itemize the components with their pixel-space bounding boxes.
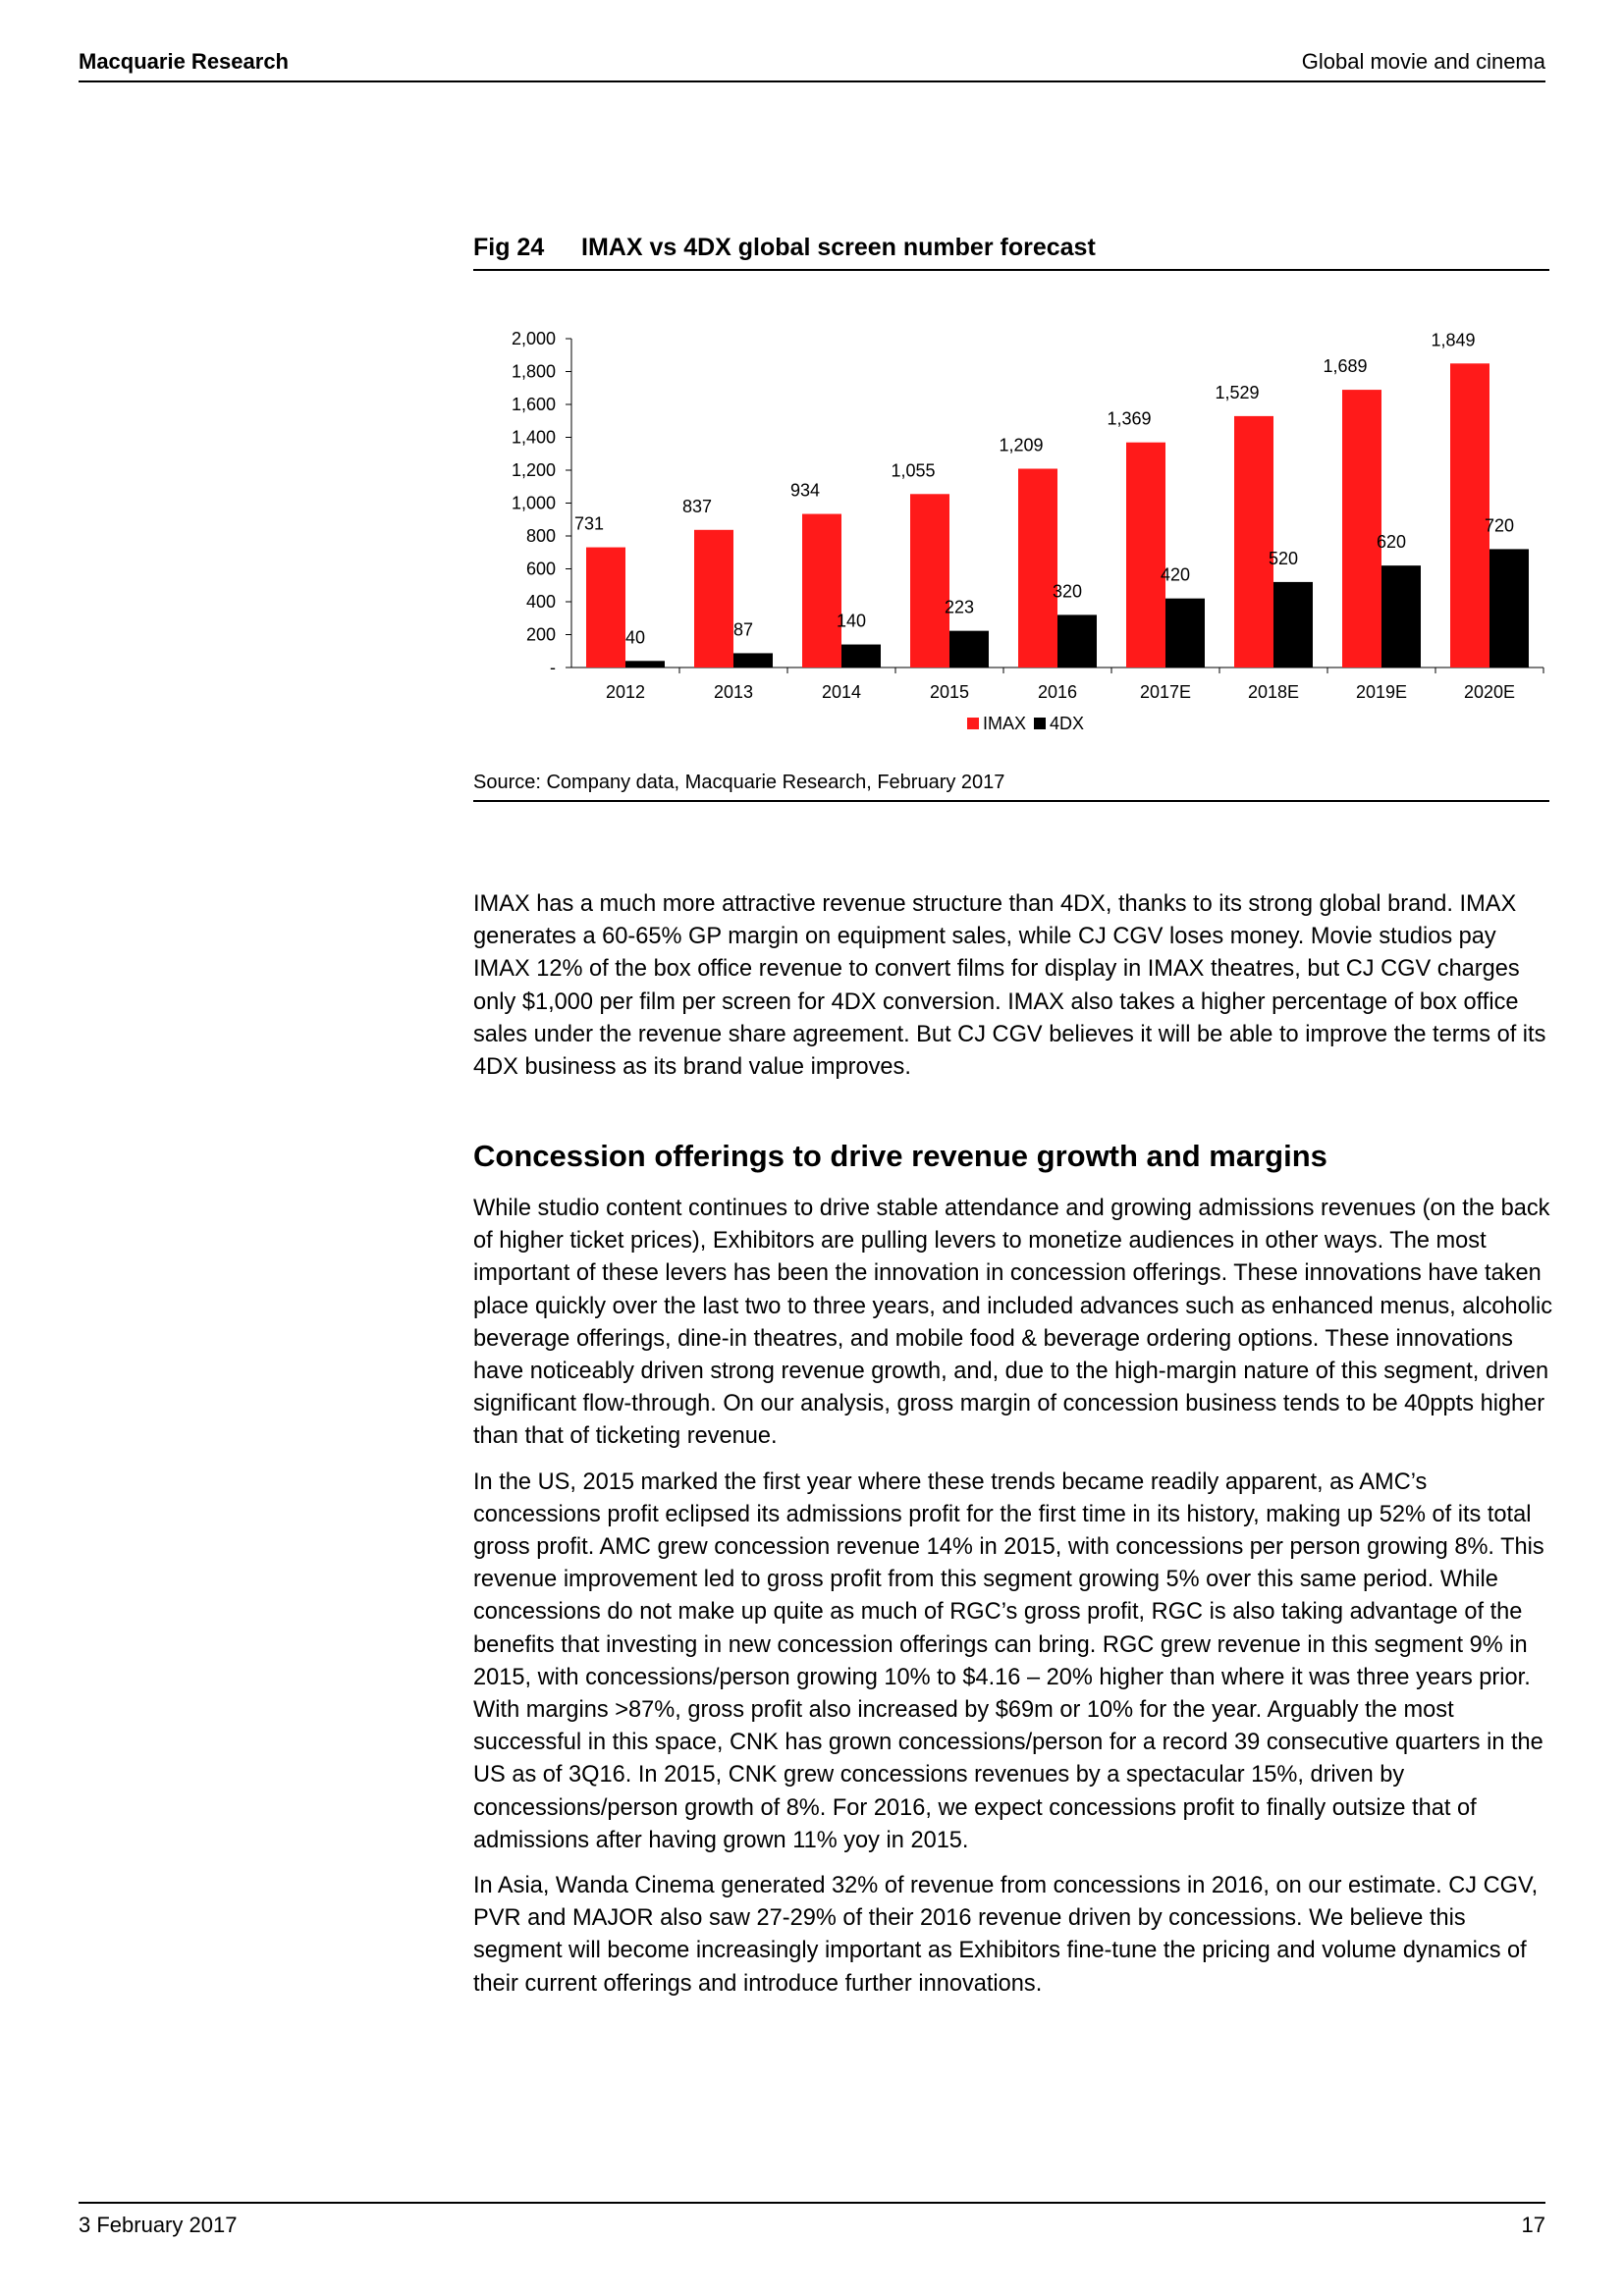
figure-title bbox=[473, 234, 1096, 262]
figure-source: Source: Company data, Macquarie Research, February 2017 bbox=[473, 772, 1005, 793]
x-tick-label: 2014 bbox=[821, 682, 862, 702]
footer-date: 3 February 2017 bbox=[79, 2213, 238, 2237]
data-label-4dx: 87 bbox=[732, 619, 754, 640]
section-heading: Concession offerings to drive revenue growth and margins bbox=[473, 1139, 1327, 1173]
x-tick-label: 2018E bbox=[1247, 682, 1300, 702]
y-tick-label: 1,000 bbox=[511, 493, 556, 513]
y-tick-label: 800 bbox=[525, 526, 556, 546]
bar-4dx bbox=[733, 653, 773, 667]
data-label-4dx: 620 bbox=[1376, 532, 1407, 553]
y-tick-label: 1,800 bbox=[511, 361, 556, 382]
bar-imax bbox=[694, 530, 733, 667]
header-publisher: Macquarie Research bbox=[79, 49, 289, 74]
y-tick-label: 200 bbox=[525, 624, 556, 645]
header-divider bbox=[79, 80, 1545, 82]
data-label-imax: 1,369 bbox=[1107, 408, 1152, 429]
bar-imax bbox=[586, 548, 625, 667]
figure-caption: IMAX vs 4DX global screen number forecast bbox=[581, 234, 1096, 261]
bar-4dx bbox=[625, 661, 665, 667]
y-tick-label: 2,000 bbox=[511, 329, 556, 348]
y-tick-label: - bbox=[550, 658, 556, 677]
y-tick-label: 1,400 bbox=[511, 427, 556, 448]
bar-4dx bbox=[1273, 582, 1313, 667]
figure-top-rule bbox=[473, 269, 1549, 271]
x-tick-label: 2020E bbox=[1463, 682, 1516, 702]
data-label-4dx: 520 bbox=[1268, 548, 1299, 568]
paragraph: In the US, 2015 marked the first year where these trends became readily apparent, as AMC’s concessions profit eclipsed its admissions profit for the first time in its history, making up 52% of its total gross profit. AMC grew concession revenue 14% in 2015, with concessions per person growing 8%. This revenue improvement led to gross profit from this segment growing 5% over this same period. While concessions do not make up quite as much of RGC’s gross profit, RGC is also taking advantage of the benefits that investing in new concession offerings can bring. RGC grew revenue in this segment 9% in 2015, with concessions/person growing 10% to $4.16 – 20% higher than where it was three years prior. With margins >87%, gross profit also increased by $69m or 10% for the year. Arguably the most successful in this space, CNK has grown concessions/person for a record 39 consecutive quarters in the US as of 3Q16. In 2015, CNK grew concessions revenues by a spectacular 15%, driven by concessions/person growth of 8%. For 2016, we expect concessions profit to finally outsize that of admissions after having grown 11% yoy in 2015. bbox=[473, 1468, 1544, 1853]
section-body bbox=[473, 1193, 1553, 2013]
y-tick-label: 1,200 bbox=[511, 460, 556, 480]
data-label-imax: 1,849 bbox=[1431, 330, 1476, 350]
bar-imax bbox=[1126, 443, 1165, 667]
x-tick-label: 2016 bbox=[1037, 682, 1078, 702]
data-label-imax: 934 bbox=[789, 480, 821, 501]
data-label-4dx: 140 bbox=[836, 611, 867, 631]
paragraph: While studio content continues to drive stable attendance and growing admissions revenues (on the back of higher ticket prices), Exhibitors are pulling levers to monetize audiences in other ways. The most important of these levers has been the innovation in concession offerings. These innovations have taken place quickly over the last two to three years, and included advances such as enhanced menus, alcoholic beverage offerings, dine-in theatres, and mobile food & beverage ordering options. These innovations have noticeably driven strong revenue growth, and, due to the high-margin nature of this segment, driven significant flow-through. On our analysis, gross margin of concession business tends to be 40ppts higher than that of ticketing revenue. bbox=[473, 1196, 1553, 1450]
header-report-title: Global movie and cinema bbox=[1301, 49, 1545, 74]
data-label-4dx: 320 bbox=[1052, 581, 1083, 602]
bar-4dx bbox=[841, 645, 881, 667]
x-tick-label: 2012 bbox=[605, 682, 646, 702]
bar-4dx bbox=[1489, 549, 1529, 667]
figure-number: Fig 24 bbox=[473, 234, 545, 261]
footer-page-number: 17 bbox=[1521, 2213, 1545, 2237]
data-label-imax: 731 bbox=[573, 513, 605, 534]
x-tick-label: 2017E bbox=[1139, 682, 1192, 702]
data-label-imax: 1,055 bbox=[891, 460, 936, 481]
y-tick-label: 400 bbox=[525, 592, 556, 612]
paragraph: IMAX has a much more attractive revenue structure than 4DX, thanks to its strong global brand. IMAX generates a 60-65% GP margin on equipment sales, while CJ CGV loses money. Movie studios pay IMAX 12% of the box office revenue to convert films for display in IMAX theatres, but CJ CGV charges only $1,000 per film per screen for 4DX conversion. IMAX also takes a higher percentage of box office sales under the revenue share agreement. But CJ CGV believes it will be able to improve the terms of its 4DX business as its brand value improves. bbox=[473, 891, 1546, 1081]
data-label-4dx: 223 bbox=[944, 597, 975, 617]
data-label-4dx: 40 bbox=[624, 627, 646, 648]
bar-imax bbox=[1234, 416, 1273, 667]
paragraph: In Asia, Wanda Cinema generated 32% of revenue from concessions in 2016, on our estimate. CJ CGV, PVR and MAJOR also saw 27-29% of their 2016 revenue driven by concessions. We believe this segment will become increasingly important as Exhibitors fine-tune the pricing and volume dynamics of their current offerings and introduce further innovations. bbox=[473, 1873, 1539, 1997]
legend-label-4dx: 4DX bbox=[1050, 714, 1085, 733]
bar-imax bbox=[1018, 468, 1057, 667]
paragraph-imax-revenue bbox=[473, 888, 1553, 1096]
x-tick-label: 2019E bbox=[1355, 682, 1408, 702]
data-label-imax: 1,689 bbox=[1323, 356, 1368, 377]
y-tick-label: 1,600 bbox=[511, 395, 556, 414]
x-tick-label: 2015 bbox=[929, 682, 970, 702]
bar-4dx bbox=[1057, 614, 1097, 667]
data-label-imax: 837 bbox=[681, 496, 713, 516]
x-tick-label: 2013 bbox=[713, 682, 754, 702]
figure-bottom-rule bbox=[473, 800, 1549, 802]
bar-imax bbox=[1342, 390, 1381, 667]
legend-swatch-4dx bbox=[1034, 718, 1046, 729]
footer-divider bbox=[79, 2202, 1545, 2204]
data-label-4dx: 720 bbox=[1484, 515, 1515, 536]
legend-label-imax: IMAX bbox=[983, 714, 1027, 733]
bar-4dx bbox=[949, 631, 989, 667]
data-label-imax: 1,529 bbox=[1215, 382, 1260, 402]
data-label-imax: 1,209 bbox=[999, 435, 1044, 455]
data-label-4dx: 420 bbox=[1160, 564, 1191, 585]
bar-4dx bbox=[1165, 599, 1205, 667]
y-tick-label: 600 bbox=[525, 559, 556, 579]
bar-imax bbox=[910, 494, 949, 667]
bar-4dx bbox=[1381, 565, 1421, 667]
legend-swatch-imax bbox=[967, 718, 979, 729]
bar-imax bbox=[802, 514, 841, 667]
bar-chart bbox=[473, 314, 1549, 746]
